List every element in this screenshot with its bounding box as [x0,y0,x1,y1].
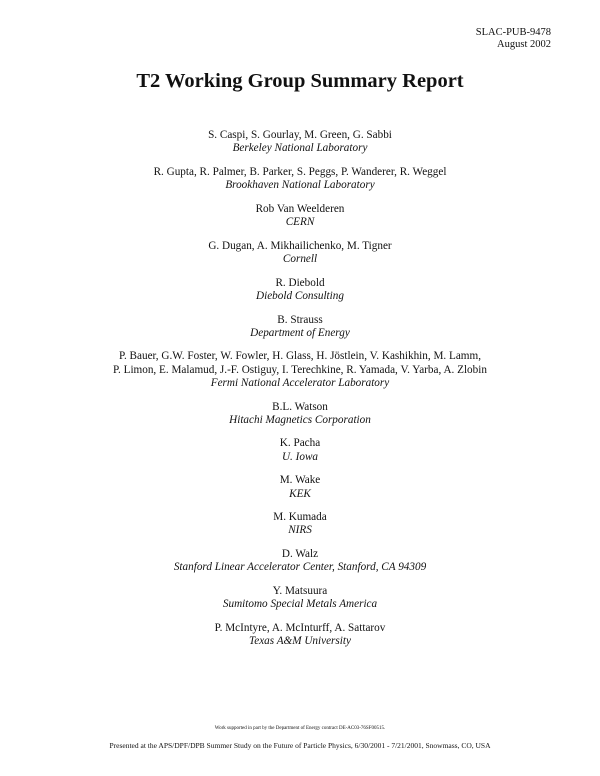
author-names: Rob Van Weelderen [255,202,345,215]
author-institution: NIRS [288,524,312,537]
author-names: R. Gupta, R. Palmer, B. Parker, S. Peggs, P. Wanderer, R. Weggel [153,165,447,178]
author-list [0,129,600,659]
author-institution: Sumitomo Special Metals America [222,598,378,611]
author-names: B. Strauss [277,313,323,326]
presentation-note: Presented at the APS/DPF/DPB Summer Study on the Future of Particle Physics, 6/30/2001 - 7/21/2001, Snowmass, CO, USA [109,741,491,750]
author-group [0,350,600,390]
author-group [0,511,600,537]
author-group [0,585,600,611]
author-group [0,474,600,500]
report-date: August 2002 [497,39,551,50]
author-institution: Hitachi Magnetics Corporation [229,413,371,426]
author-institution: CERN [285,216,315,229]
author-institution: Stanford Linear Accelerator Center, Stanford, CA 94309 [173,561,427,574]
author-institution: Fermi National Accelerator Laboratory [210,376,390,389]
author-group [0,277,600,303]
author-names: D. Walz [281,548,319,561]
author-names: M. Kumada [273,511,327,524]
author-names: P. Bauer, G.W. Foster, W. Fowler, H. Glass, H. Jöstlein, V. Kashikhin, M. Lamm, [118,350,482,363]
author-group [0,129,600,155]
author-group [0,166,600,192]
author-names: G. Dugan, A. Mikhailichenko, M. Tigner [208,239,392,252]
author-names: S. Caspi, S. Gourlay, M. Green, G. Sabbi [208,129,392,141]
author-names: B.L. Watson [272,400,328,413]
author-institution: Diebold Consulting [256,289,344,302]
report-identifier [476,27,551,51]
author-names: Y. Matsuura [272,585,328,598]
author-institution: Berkeley National Laboratory [232,142,368,155]
author-institution: Brookhaven National Laboratory [225,179,375,192]
author-names: R. Diebold [275,276,325,289]
author-names: P. McIntyre, A. McInturff, A. Sattarov [214,621,386,634]
author-group [0,548,600,574]
author-group [0,437,600,463]
author-group [0,314,600,340]
author-group [0,240,600,266]
author-group [0,622,600,648]
author-institution: U. Iowa [281,450,319,463]
author-group [0,401,600,427]
report-number: SLAC-PUB-9478 [475,27,551,38]
author-group [0,203,600,229]
support-note: Work supported in part by the Department of Energy contract DE-AC03-76SF00515. [214,726,386,731]
author-names: M. Wake [279,474,321,487]
author-names: K. Pacha [279,437,321,450]
author-institution: Texas A&M University [249,635,351,648]
author-institution: Cornell [282,252,318,265]
author-institution: KEK [289,487,311,500]
author-names: P. Limon, E. Malamud, J.-F. Ostiguy, I. Terechkine, R. Yamada, V. Yarba, A. Zlobin [113,363,487,376]
paper-title: T2 Working Group Summary Report [136,70,464,92]
author-institution: Department of Energy [250,326,350,339]
